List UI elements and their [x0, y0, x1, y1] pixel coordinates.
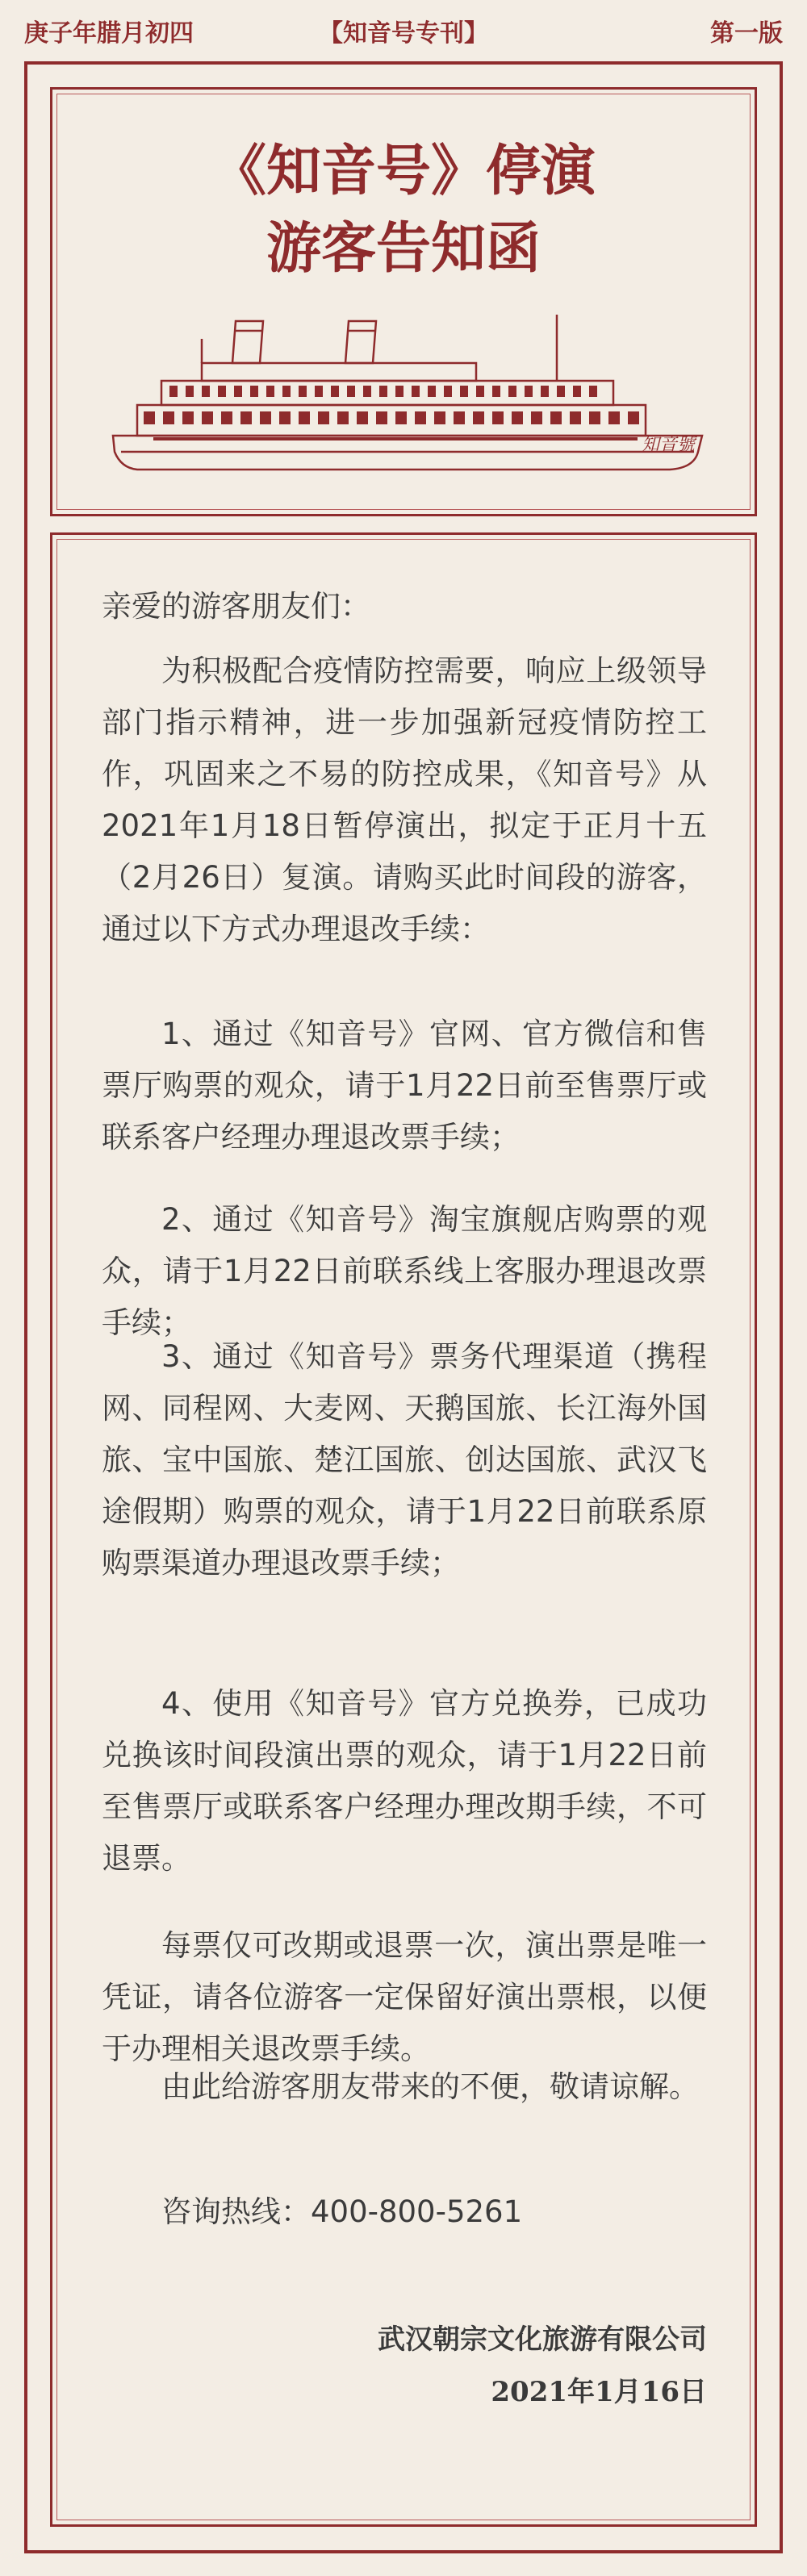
masthead [0, 0, 807, 61]
signature-date: 2021年1月16日 [491, 2376, 707, 2408]
paragraph-intro: 为积极配合疫情防控需要，响应上级领导部门指示精神，进一步加强新冠疫情防控工作，巩固来之不易的防控成果，《知音号》从2021年1月18日暂停演出，拟定于正月十五（2月26日）复演。请购买此时间段的游客，通过以下方式办理退改手续： [102, 653, 707, 946]
paragraph-note: 每票仅可改期或退票一次，演出票是唯一凭证，请各位游客一定保留好演出票根，以便于办理相关退改票手续。 [102, 1928, 707, 2066]
hotline: 咨询热线：400-800-5261 [161, 2194, 523, 2229]
greeting: 亲爱的游客朋友们： [102, 589, 370, 624]
paragraph-item-3: 3、通过《知音号》票务代理渠道（携程网、同程网、大麦网、天鹅国旅、长江海外国旅、宝中国旅、楚江国旅、创达国旅、武汉飞途假期）购票的观众，请于1月22日前联系原购票渠道办理退改票手续； [102, 1339, 707, 1580]
ship-name-text: 知音號 [642, 435, 696, 455]
paragraph-item-2: 2、通过《知音号》淘宝旗舰店购票的观众，请于1月22日前联系线上客服办理退改票手续； [102, 1202, 707, 1340]
ship-illustration [105, 315, 718, 476]
signature-organization: 武汉朝宗文化旅游有限公司 [378, 2323, 707, 2356]
page-title-line-1: 《知音号》停演 [211, 139, 596, 203]
masthead-date: 庚子年腊月初四 [24, 19, 194, 48]
paragraph-item-1: 1、通过《知音号》官网、官方微信和售票厅购票的观众，请于1月22日前至售票厅或联系客户经理办理退改票手续； [102, 1017, 707, 1154]
masthead-edition: 第一版 [710, 19, 783, 48]
paragraph-apology: 由此给游客朋友带来的不便，敬请谅解。 [161, 2069, 699, 2104]
page-title-line-2: 游客告知函 [266, 216, 541, 281]
paragraph-item-4: 4、使用《知音号》官方兑换券，已成功兑换该时间段演出票的观众，请于1月22日前至售票厅或联系客户经理办理改期手续，不可退票。 [102, 1686, 707, 1876]
masthead-column: 【知音号专刊】 [319, 19, 488, 48]
